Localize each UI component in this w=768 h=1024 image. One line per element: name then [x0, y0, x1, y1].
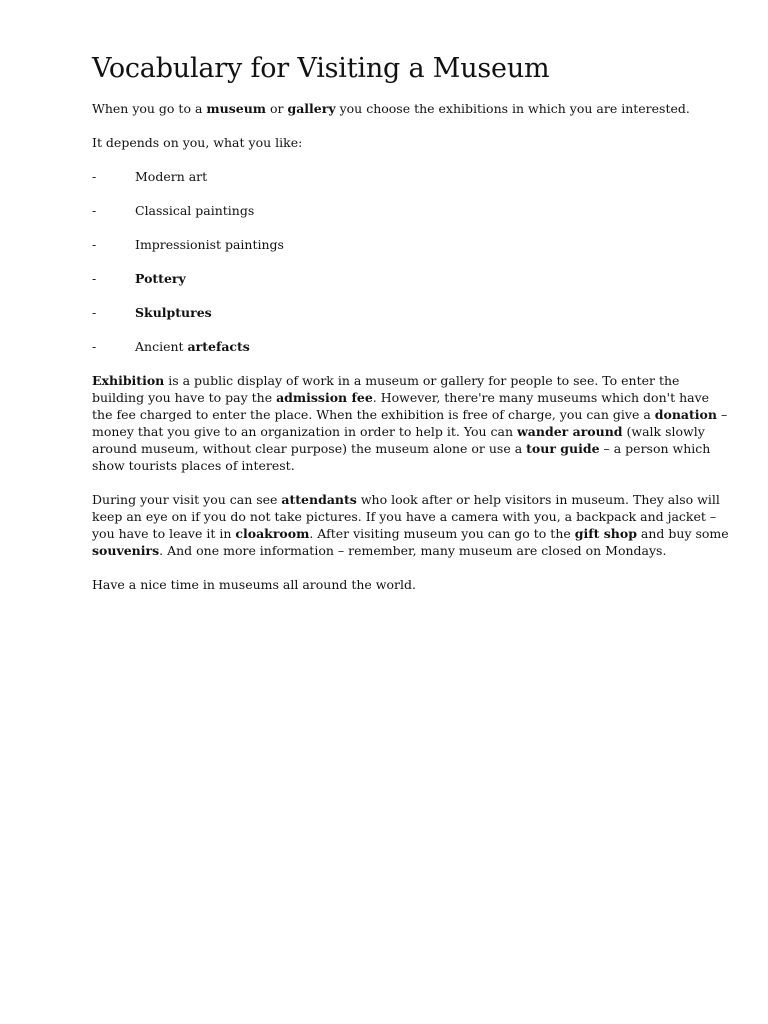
- list-item-text: Ancient: [135, 339, 188, 354]
- list-dash: -: [92, 203, 97, 218]
- term-cloakroom: cloakroom: [235, 526, 310, 541]
- list-item: [92, 338, 732, 355]
- term-tour-guide: tour guide: [526, 441, 600, 456]
- visit-text-1: During your visit you can see: [92, 492, 282, 507]
- list-item: [92, 270, 732, 287]
- intro-text-1: When you go to a: [92, 101, 207, 116]
- list-item-label: Pottery: [135, 271, 186, 286]
- term-wander-around: wander around: [517, 424, 623, 439]
- list-item-term: artefacts: [187, 339, 250, 354]
- visit-paragraph: [92, 491, 732, 559]
- list-dash: -: [92, 237, 97, 252]
- page-title: Vocabulary for Visiting a Museum: [92, 53, 550, 84]
- term-gift-shop: gift shop: [574, 526, 637, 541]
- list-item: [92, 168, 732, 185]
- exhibition-paragraph: [92, 372, 732, 474]
- list-item: [92, 202, 732, 219]
- visit-text-3: . After visiting museum you can go to the: [309, 526, 575, 541]
- list-item: [92, 304, 732, 321]
- list-dash: -: [92, 271, 97, 286]
- list-dash: -: [92, 339, 97, 354]
- term-donation: donation: [654, 407, 717, 422]
- exhibition-text-4: (walk slowly around museum, without clear purpose) the museum alone or use a: [92, 424, 705, 456]
- intro-paragraph: [92, 100, 732, 117]
- list-item: [92, 236, 732, 253]
- visit-text-5: . And one more information – remember, many museum are closed on Mondays.: [159, 543, 667, 558]
- exhibition-text-1: is a public display of work in a museum or gallery for people to see. To enter the building you have to pay the: [92, 373, 680, 405]
- list-item-label: Classical paintings: [135, 203, 255, 218]
- interest-list: [92, 168, 732, 355]
- term-admission-fee: admission fee: [276, 390, 373, 405]
- list-item-label: [135, 338, 250, 355]
- exhibition-text-3: – money that you give to an organization in order to help it. You can: [92, 407, 728, 439]
- document-page: [92, 52, 732, 593]
- list-dash: -: [92, 169, 97, 184]
- intro-text-2: or: [266, 101, 288, 116]
- list-item-label: Impressionist paintings: [135, 237, 284, 252]
- term-gallery: gallery: [287, 101, 336, 116]
- visit-text-4: and buy some: [636, 526, 729, 541]
- list-item-label: Modern art: [135, 169, 208, 184]
- exhibition-text-2: . However, there're many museums which don't have the fee charged to enter the place. When the exhibition is free of charge, you can give a: [92, 390, 710, 422]
- exhibition-text-5: – a person which show tourists places of interest.: [92, 441, 711, 473]
- term-souvenirs: souvenirs: [92, 543, 160, 558]
- closing-paragraph: Have a nice time in museums all around the world.: [92, 577, 416, 592]
- visit-text-2: who look after or help visitors in museum. They also will keep an eye on if you do not take pictures. If you have a camera with you, a backpack and jacket – you have to leave it in: [92, 492, 720, 541]
- term-museum: museum: [206, 101, 267, 116]
- intro-text-3: you choose the exhibitions in which you are interested.: [335, 101, 690, 116]
- depends-paragraph: It depends on you, what you like:: [92, 135, 303, 150]
- list-dash: -: [92, 305, 97, 320]
- term-exhibition: Exhibition: [92, 373, 165, 388]
- list-item-label: Skulptures: [135, 305, 212, 320]
- term-attendants: attendants: [281, 492, 357, 507]
